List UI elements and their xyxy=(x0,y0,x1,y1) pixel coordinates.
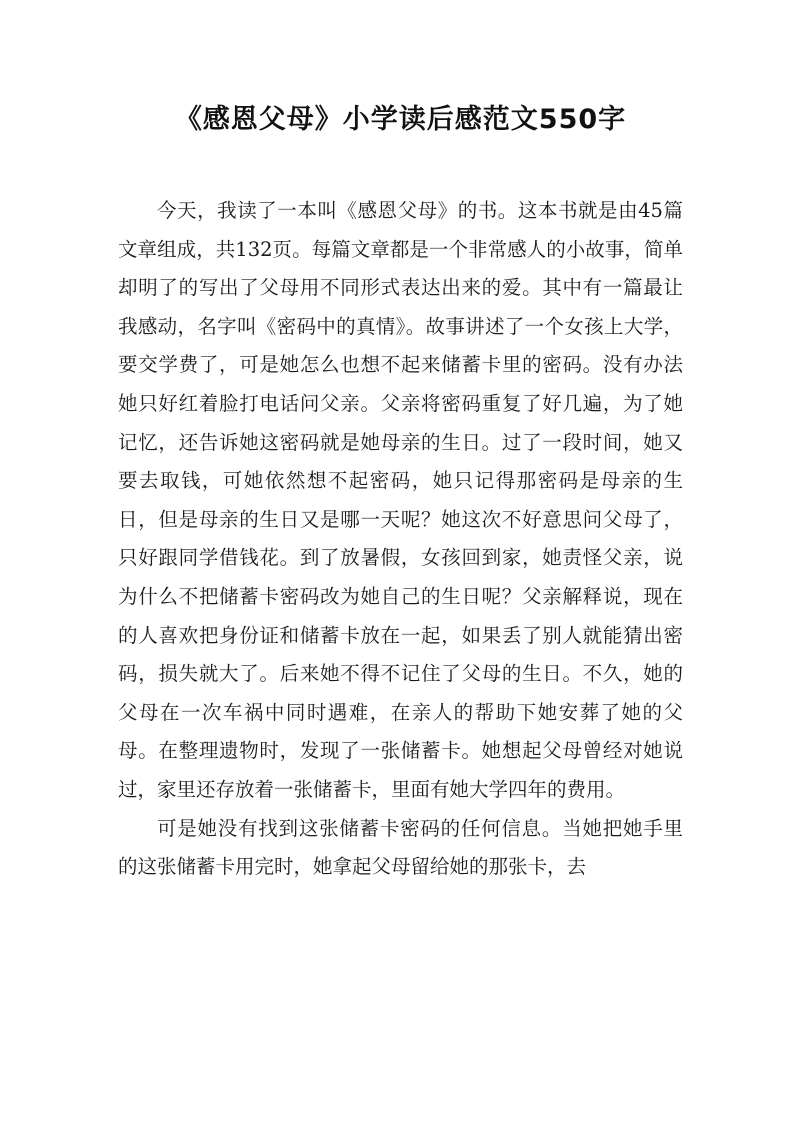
page-title: 《感恩父母》小学读后感范文550字 xyxy=(174,104,627,135)
article-body xyxy=(118,192,683,887)
paragraph-2: 可是她没有找到这张储蓄卡密码的任何信息。当她把她手里的这张储蓄卡用完时，她拿起父母留给她的那张卡，去 xyxy=(118,816,683,879)
paragraph-1: 今天，我读了一本叫《感恩父母》的书。这本书就是由45篇文章组成，共132页。每篇文章都是一个非常感人的小故事，简单却明了的写出了父母用不同形式表达出来的爱。其中有一篇最让我感动，名字叫《密码中的真情》。故事讲述了一个女孩上大学，要交学费了，可是她怎么也想不起来储蓄卡里的密码。没有办法她只好红着脸打电话问父亲。父亲将密码重复了好几遍，为了她记忆，还告诉她这密码就是她母亲的生日。过了一段时间，她又要去取钱，可她依然想不起密码，她只记得那密码是母亲的生日，但是母亲的生日又是哪一天呢？她这次不好意思问父母了，只好跟同学借钱花。到了放暑假，女孩回到家，她责怪父亲，说为什么不把储蓄卡密码改为她自己的生日呢？父亲解释说，现在的人喜欢把身份证和储蓄卡放在一起，如果丢了别人就能猜出密码，损失就大了。后来她不得不记住了父母的生日。不久，她的父母在一次车祸中同时遇难，在亲人的帮助下她安葬了她的父母。在整理遗物时，发现了一张储蓄卡。她想起父母曾经对她说过，家里还存放着一张储蓄卡，里面有她大学四年的费用。 xyxy=(118,199,683,801)
